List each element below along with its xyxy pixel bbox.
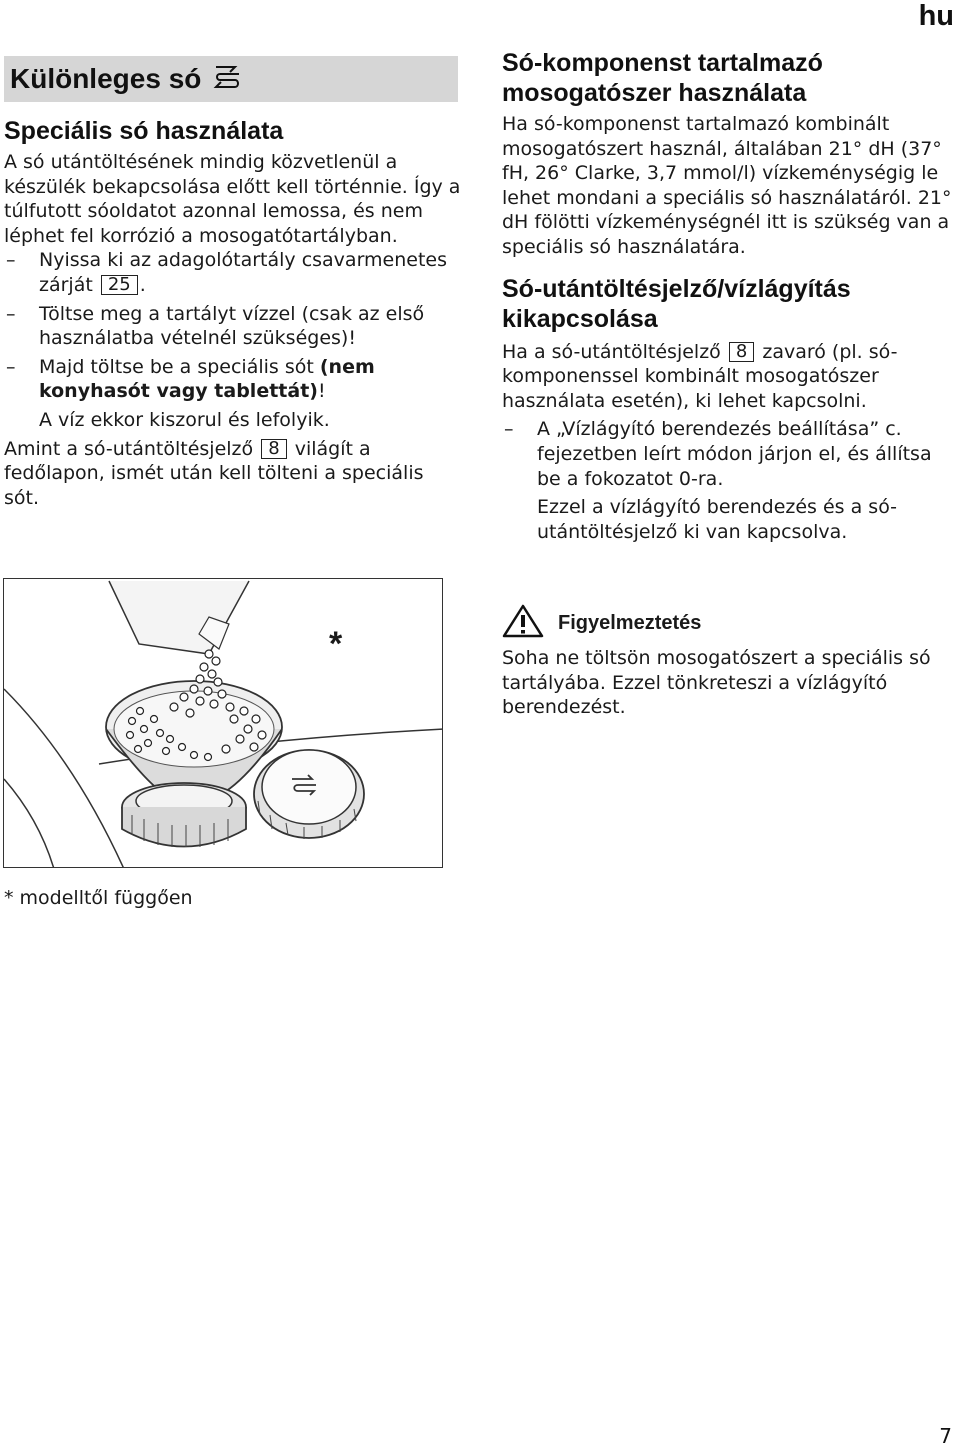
step-open-text: Nyissa ki az adagolótartály csavarmenetes zárját xyxy=(39,249,448,296)
illustration-drawing xyxy=(4,579,443,868)
step-fill-salt-end: ! xyxy=(317,380,326,403)
step-fill-salt-note: A víz ekkor kiszorul és lefolyik. xyxy=(39,408,330,431)
step-set-level-note: Ezzel a vízlágyító berendezés és a só-utántöltésjelző ki van kapcsolva. xyxy=(537,496,898,543)
reference-number-box: 8 xyxy=(261,439,286,459)
heading-salt-detergent: Só-komponenst tartalmazó mosogatószer használata xyxy=(502,49,823,107)
reference-number-box: 8 xyxy=(729,342,754,362)
warning-text: Soha ne töltsön mosogatószert a speciális só tartályába. Ezzel tönkreteszi a vízlágyító berendezést. xyxy=(502,647,931,719)
section-header xyxy=(4,56,458,102)
step-fill-salt-text: Majd töltse be a speciális sót xyxy=(39,355,314,378)
step-set-level-text: A „Vízlágyító berendezés beállítása” c. fejezetben leírt módon járjon el, és állítsa be a fokozatot 0-ra. xyxy=(537,418,932,490)
left-column xyxy=(4,56,464,510)
salt-detergent-paragraph: Ha só-komponenst tartalmazó kombinált mosogatószert használ, általában 21° dH (37° fH, 26° Clarke, 3,7 mmol/l) vízkeménységig le lehet mondani a speciális só használatáról. 21° dH fölötti vízkeménységnél itt is szükség van a speciális só használatára. xyxy=(502,113,952,258)
step-fill-water xyxy=(4,302,464,351)
heading-disable-indicator: Só-utántöltésjelző/vízlágyítás kikapcsolása xyxy=(502,274,851,333)
intro-paragraph: A só utántöltésének mindig közvetlenül a készülék bekapcsolása előtt kell történnie. Így a túlfutott sóoldatot azonnal lemossa, és nem léphet fel korrózió a mosogatótartályban. xyxy=(4,151,461,247)
disable-paragraph xyxy=(502,340,954,414)
step-fill-salt-bold: (nem konyhasót vagy tablettát) xyxy=(39,355,375,403)
dash-marker: – xyxy=(504,418,514,441)
disable-text: Ha a só-utántöltésjelző xyxy=(502,340,721,363)
right-column xyxy=(502,48,954,544)
step-set-level xyxy=(502,417,954,491)
step-open-end: . xyxy=(139,273,146,296)
indicator-text: Amint a só-utántöltésjelző xyxy=(4,437,254,460)
language-code: hu xyxy=(918,0,954,32)
reference-number-box: 25 xyxy=(101,275,138,295)
warning-header xyxy=(502,604,954,642)
disable-text-end: zavaró (pl. só-komponenssel kombinált mosogatószer használata esetén), ki lehet kapcsolni. xyxy=(502,340,898,412)
salt-filling-illustration xyxy=(3,578,443,868)
warning-triangle-icon xyxy=(502,604,544,642)
page-number: 7 xyxy=(939,1424,952,1448)
dash-marker: – xyxy=(6,249,16,272)
step-fill-water-text: Töltse meg a tartályt vízzel (csak az első használatba vételnél szükséges)! xyxy=(39,302,425,350)
step-open-cap xyxy=(4,248,464,297)
warning-title: Figyelmeztetés xyxy=(558,611,702,634)
indicator-text-end: világít a fedőlapon, ismét után kell tölteni a speciális sót. xyxy=(4,437,424,509)
heading-special-salt: Speciális só használata xyxy=(4,117,284,145)
salt-icon xyxy=(213,64,241,94)
footnote: * modelltől függően xyxy=(4,887,193,909)
step-fill-salt xyxy=(4,355,464,404)
warning-block xyxy=(502,604,954,720)
dash-marker: – xyxy=(6,302,16,325)
dash-marker: – xyxy=(6,355,16,378)
model-dependent-asterisk: * xyxy=(329,625,343,663)
section-title: Különleges só xyxy=(10,63,202,94)
indicator-paragraph xyxy=(4,437,464,511)
